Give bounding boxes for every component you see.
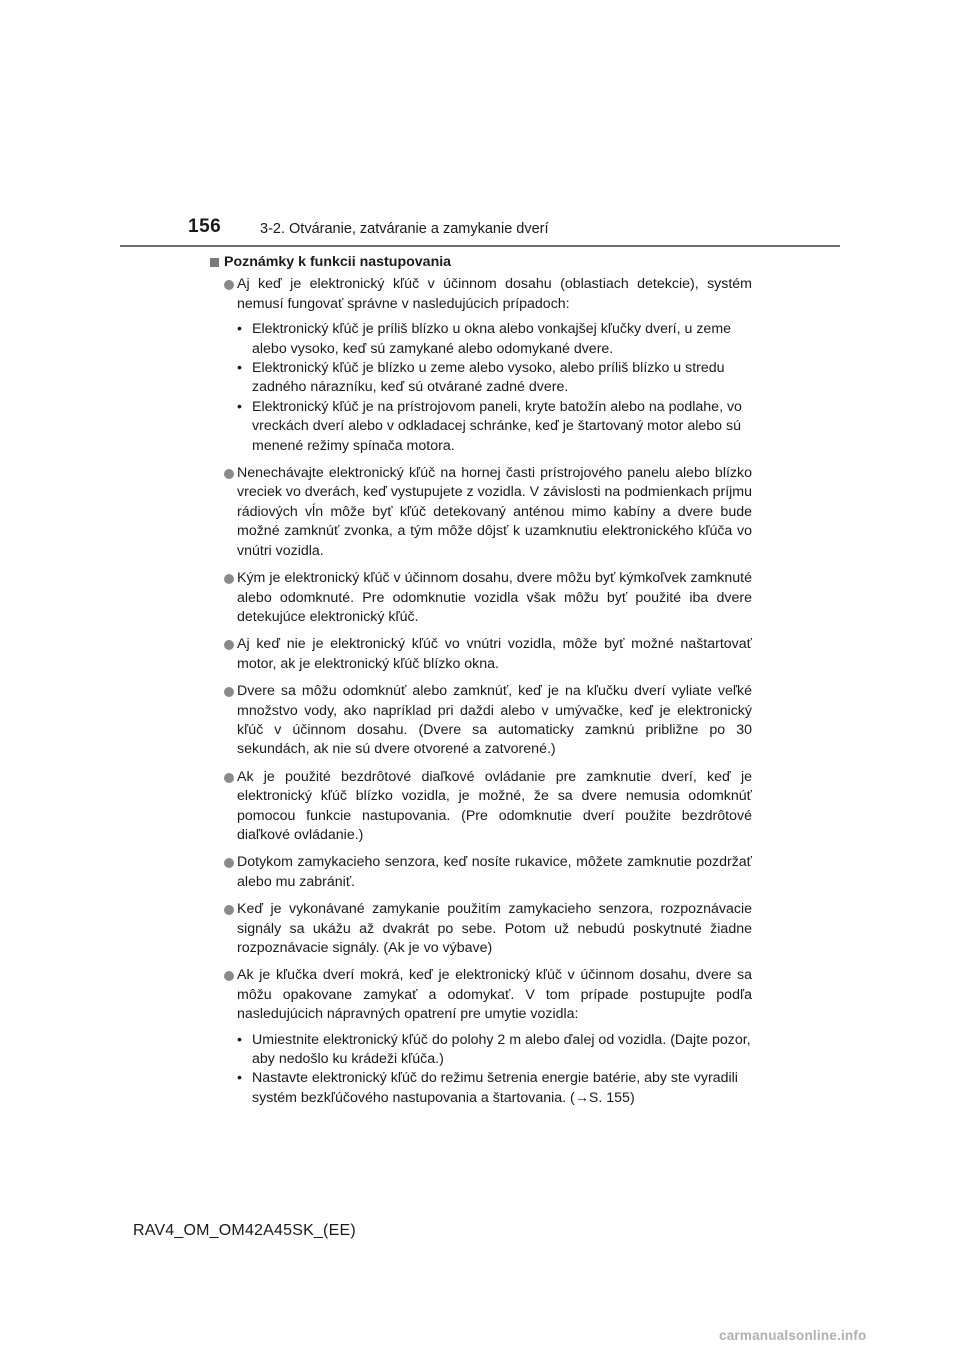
sub-list-item: • Nastavte elektronický kľúč do režimu šetrenia energie batérie, aby ste vyradili systém bezkľúčového nastupovania a štartovania. (→S. 155) [237, 1069, 752, 1108]
notes-list [210, 275, 752, 1108]
circle-bullet-icon [224, 640, 234, 650]
sub-list-item: • Elektronický kľúč je príliš blízko u okna alebo vonkajšej kľučky dverí, u zeme alebo vysoko, keď sú zamykané alebo odomykané dvere. [237, 320, 752, 359]
sub-list [237, 1031, 752, 1109]
note-item [210, 966, 752, 1108]
footer-doc-code: RAV4_OM_OM42A45SK_(EE) [133, 1222, 356, 1239]
note-item [210, 853, 752, 892]
note-item [210, 900, 752, 958]
section-title: 3-2. Otváranie, zatváranie a zamykanie dverí [260, 221, 549, 237]
section-heading-text: Poznámky k funkcii nastupovania [224, 254, 452, 270]
page-number: 156 [188, 216, 222, 237]
circle-bullet-icon [224, 280, 234, 290]
sub-list-item: • Umiestnite elektronický kľúč do polohy 2 m alebo ďalej od vozidla. (Dajte pozor, aby nedošlo ku krádeži kľúča.) [237, 1031, 752, 1070]
watermark: carmanualsonline.info [719, 1328, 867, 1343]
note-text: Aj keď je elektronický kľúč v účinnom dosahu (oblastiach detekcie), systém nemusí fungovať správne v nasledujúcich prípadoch: [237, 276, 752, 312]
note-item [210, 635, 752, 674]
circle-bullet-icon [224, 773, 234, 783]
note-item [210, 569, 752, 627]
circle-bullet-icon [224, 469, 234, 479]
circle-bullet-icon [224, 574, 234, 584]
note-text: Ak je kľučka dverí mokrá, keď je elektronický kľúč v účinnom dosahu, dvere sa môžu opakovane zamykať a odomykať. V tom prípade postupujte podľa nasledujúcich nápravných opatrení pre umytie vozidla: [237, 967, 752, 1023]
header-divider [120, 245, 840, 247]
note-text: Nenechávajte elektronický kľúč na hornej časti prístrojového panelu alebo blízko vreciek vo dverách, keď vystupujete z vozidla. V závislosti na podmienkach príjmu rádiových vĺn môže byť kľúč detekovaný anténou mimo kabíny a dvere bude možné zamknúť zvonka, a tým môže dôjsť k uzamknutiu elektronického kľúča vo vnútri vozidla. [237, 465, 752, 559]
note-text: Ak je použité bezdrôtové diaľkové ovládanie pre zamknutie dverí, keď je elektronický kľúč blízko vozidla, je možné, že sa dvere nemusia odomknúť pomocou funkcie nastupovania. (Pre odomknutie dverí použite bezdrôtové diaľkové ovládanie.) [237, 768, 752, 843]
note-item [210, 768, 752, 846]
circle-bullet-icon [224, 858, 234, 868]
note-item [210, 464, 752, 561]
sub-list-item: • Elektronický kľúč je blízko u zeme alebo vysoko, alebo príliš blízko u stredu zadného nárazníku, keď sú otvárané zadné dvere. [237, 359, 752, 398]
note-text: Kým je elektronický kľúč v účinnom dosahu, dvere môžu byť kýmkoľvek zamknuté alebo odomknuté. Pre odomknutie vozidla však môžu byť použité iba dvere detekujúce elektronický kľúč. [237, 570, 752, 625]
circle-bullet-icon [224, 687, 234, 697]
section-heading [210, 253, 752, 272]
note-item [210, 682, 752, 760]
sub-list-item: • Elektronický kľúč je na prístrojovom paneli, kryte batožín alebo na podlahe, vo vreckách dverí alebo v odkladacej schránke, keď je štartovaný motor alebo sú menené režimy spínača motora. [237, 398, 752, 456]
square-bullet-icon [210, 258, 219, 267]
note-text: Keď je vykonávané zamykanie použitím zamykacieho senzora, rozpoznávacie signály sa ukážu až dvakrát po sebe. Potom už nebudú poskytnuté žiadne rozpoznávacie signály. (Ak je vo výbave) [237, 901, 752, 956]
note-text: Dotykom zamykacieho senzora, keď nosíte rukavice, môžete zamknutie pozdržať alebo mu zabrániť. [237, 854, 752, 890]
sub-list [237, 320, 752, 456]
circle-bullet-icon [224, 905, 234, 915]
circle-bullet-icon [224, 971, 234, 981]
note-text: Aj keď nie je elektronický kľúč vo vnútri vozidla, môže byť možné naštartovať motor, ak je elektronický kľúč blízko okna. [237, 636, 752, 672]
note-item [210, 275, 752, 456]
note-text: Dvere sa môžu odomknúť alebo zamknúť, keď je na kľučku dverí vyliate veľké množstvo vody, ako napríklad pri daždi alebo v umývačke, keď je elektronický kľúč v účinnom dosahu. (Dvere sa automaticky zamknú približne po 30 sekundách, ak nie sú dvere otvorené a zatvorené.) [237, 683, 752, 758]
content [210, 253, 752, 1116]
